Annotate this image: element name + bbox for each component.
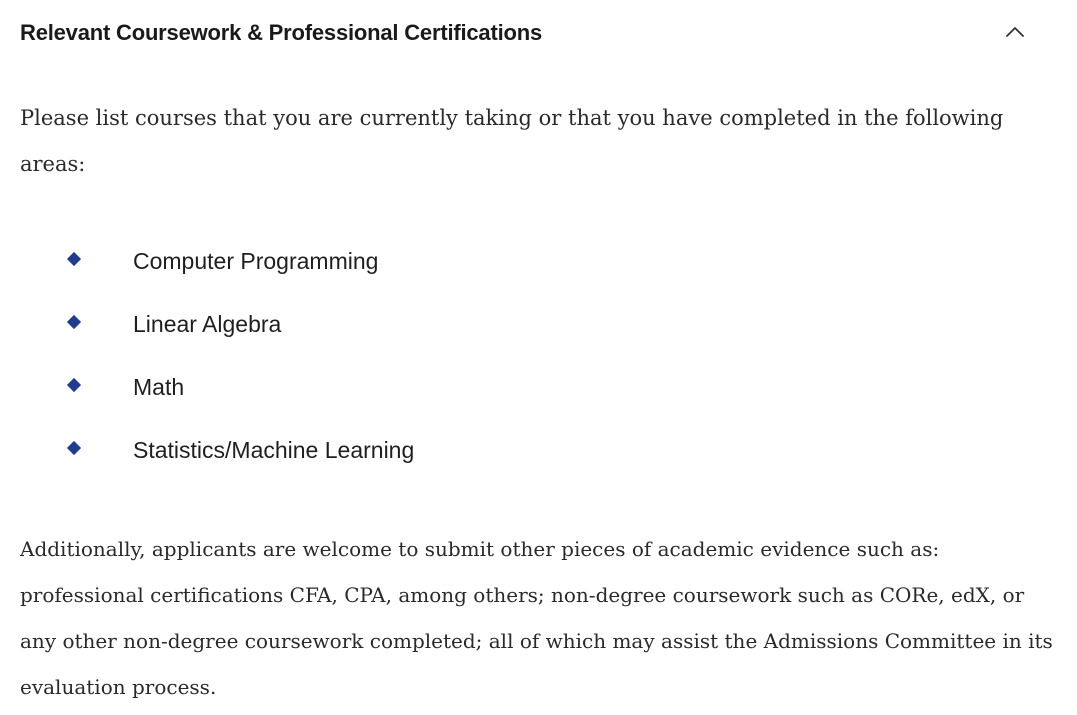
accordion-header[interactable]: [0, 0, 1077, 72]
course-label: Statistics/Machine Learning: [133, 437, 415, 463]
course-label: Computer Programming: [133, 248, 379, 274]
additional-evidence-text: Additionally, applicants are welcome to submit other pieces of academic evidence such as: professional certifications CFA, CPA, among others; non-degree coursework such as CORe, edX, or any other non-degree coursework completed; all of which may assist the Admissions Committee in its evaluation process.: [20, 537, 1053, 699]
diamond-bullet-icon: [67, 252, 81, 266]
list-item: [0, 367, 1077, 430]
list-item: [0, 430, 1077, 493]
course-list: [0, 241, 1077, 493]
diamond-bullet-icon: [67, 315, 81, 329]
list-item: [0, 304, 1077, 367]
chevron-up-icon[interactable]: [1004, 24, 1026, 40]
intro-text: Please list courses that you are currently taking or that you have completed in the following areas:: [20, 106, 1004, 176]
list-item: [0, 241, 1077, 304]
course-label: Linear Algebra: [133, 311, 282, 337]
accordion-title: Relevant Coursework & Professional Certifications: [20, 20, 543, 45]
diamond-bullet-icon: [67, 378, 81, 392]
diamond-bullet-icon: [67, 441, 81, 455]
course-label: Math: [133, 374, 185, 400]
